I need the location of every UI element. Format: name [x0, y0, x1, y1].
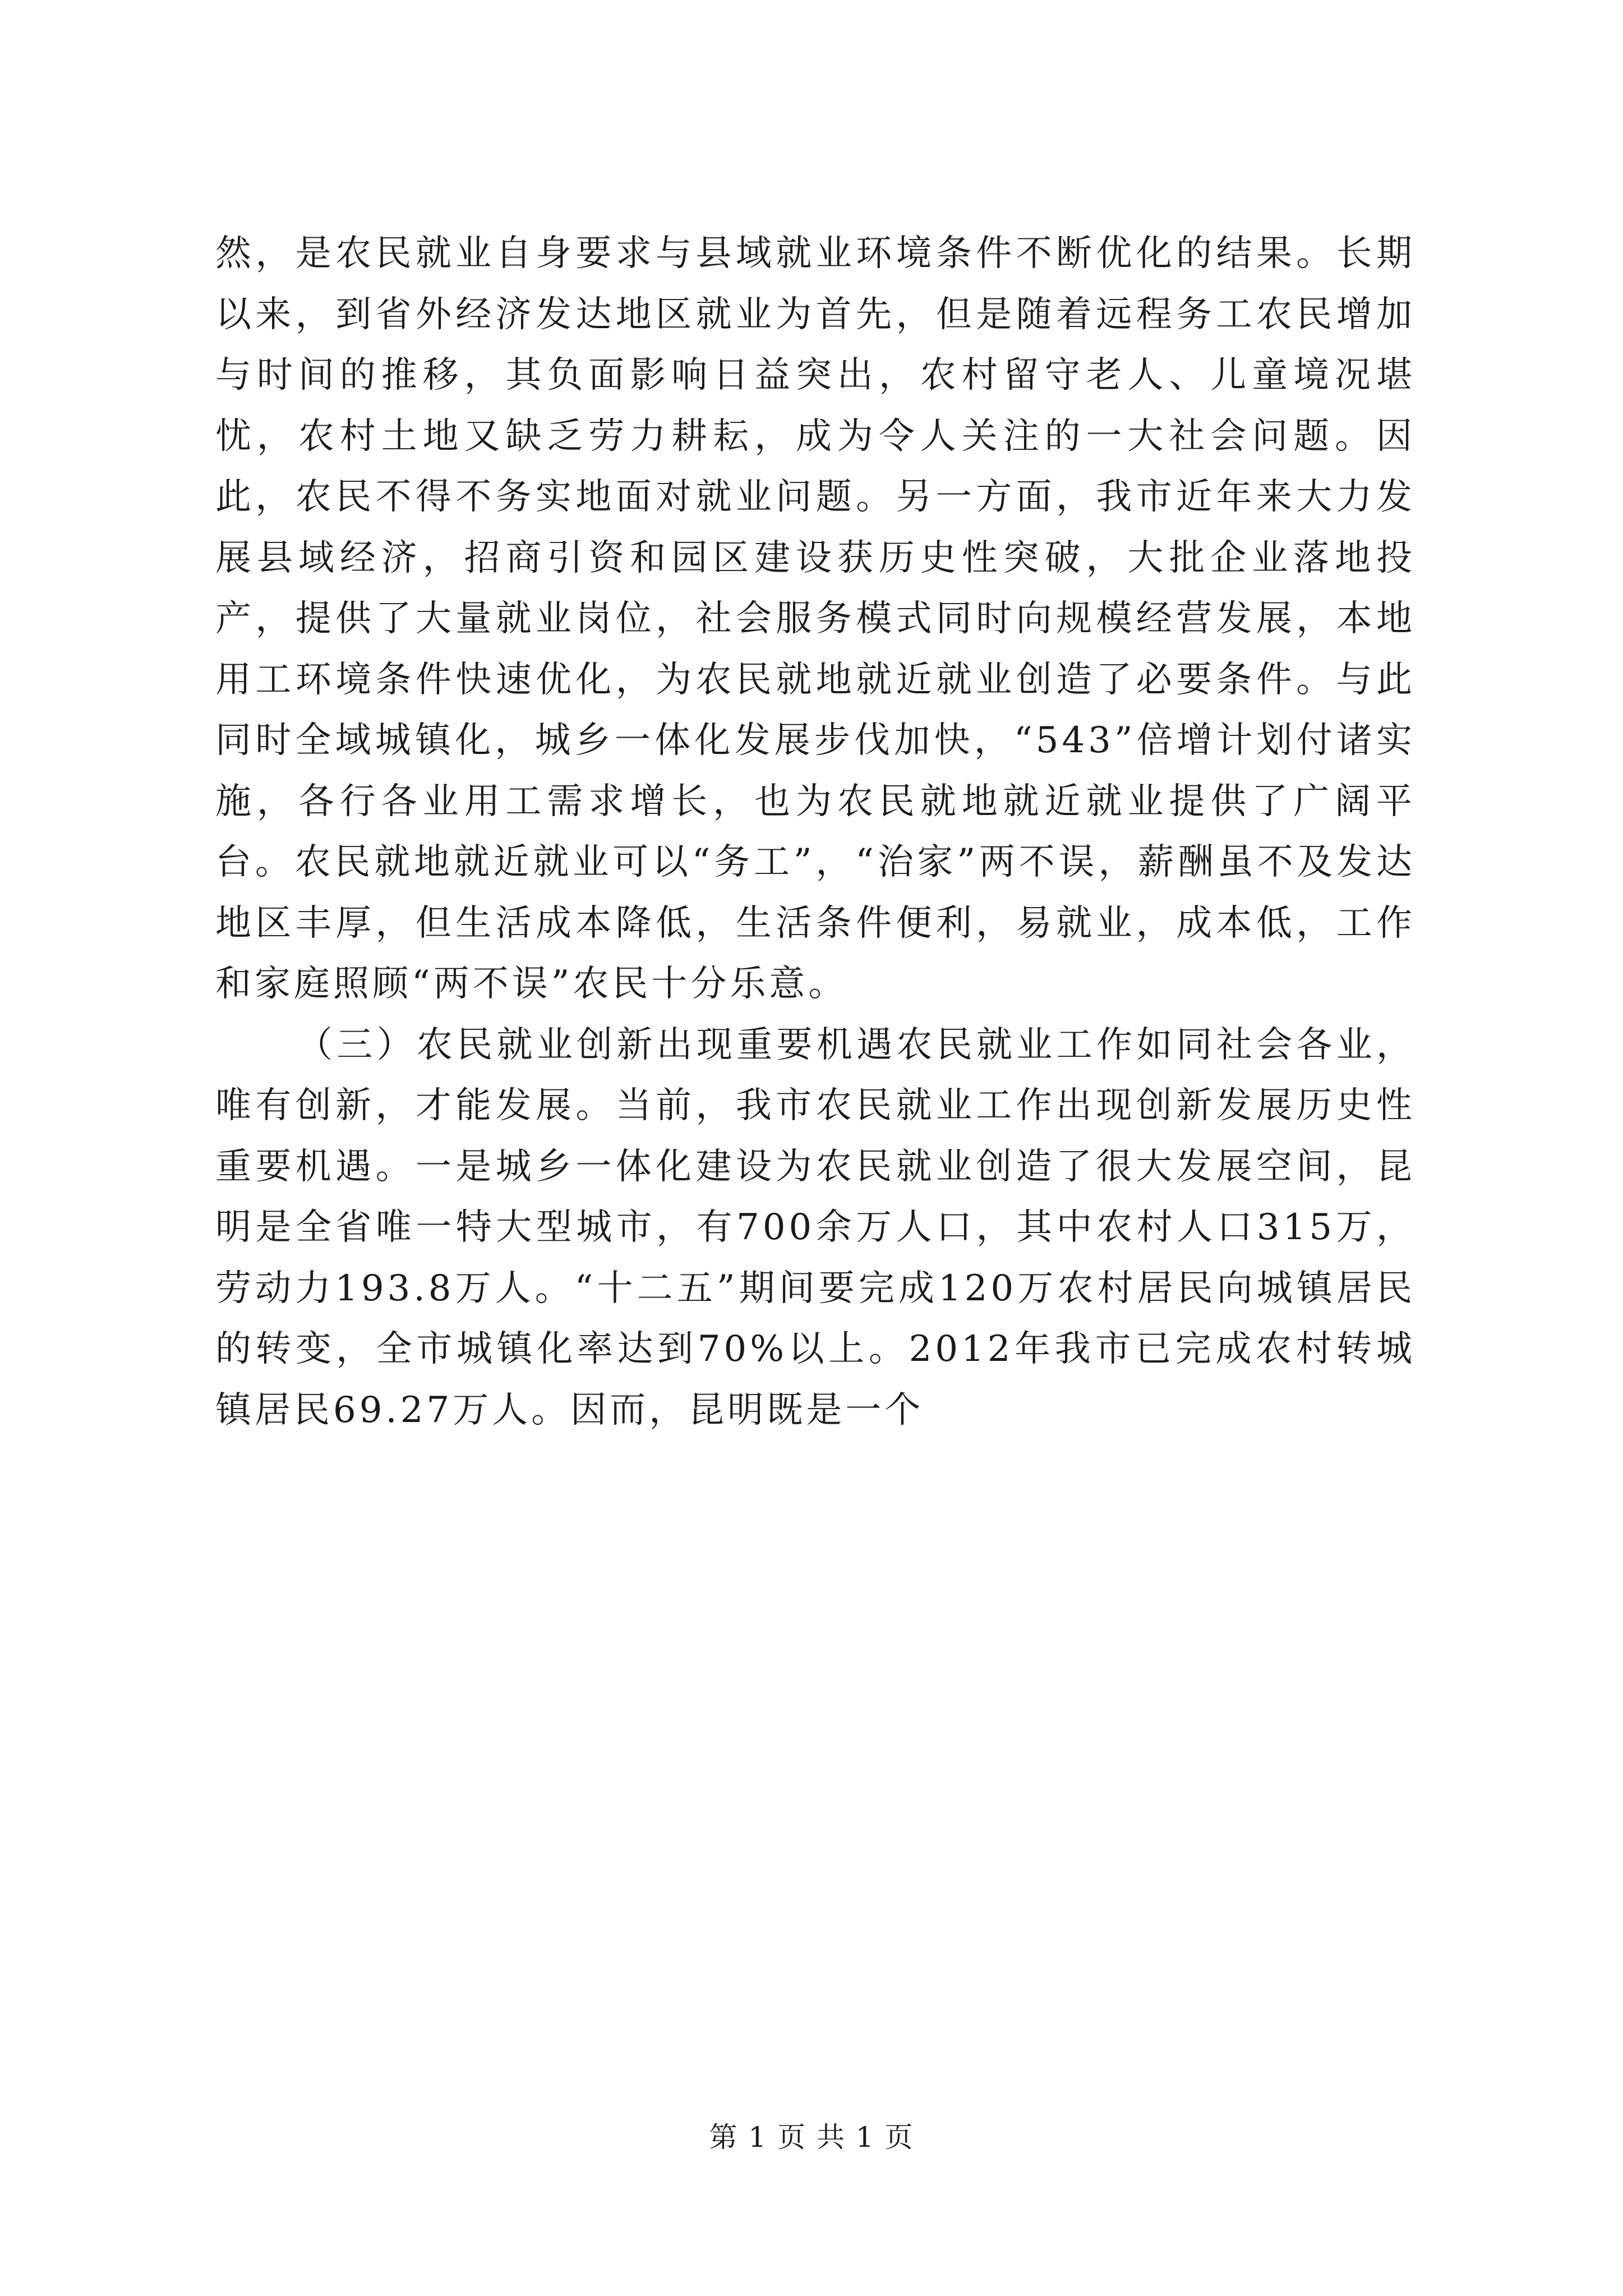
document-body	[215, 223, 1415, 1441]
paragraph-1: 然，是农民就业自身要求与县域就业环境条件不断优化的结果。长期以来，到省外经济发达地区就业为首先，但是随着远程务工农民增加与时间的推移，其负面影响日益突出，农村留守老人、儿童境况堪忧，农村土地又缺乏劳力耕耘，成为令人关注的一大社会问题。因此，农民不得不务实地面对就业问题。另一方面，我市近年来大力发展县域经济，招商引资和园区建设获历史性突破，大批企业落地投产，提供了大量就业岗位，社会服务模式同时向规模经营发展，本地用工环境条件快速优化，为农民就地就近就业创造了必要条件。与此同时全域城镇化，城乡一体化发展步伐加快，“543”倍增计划付诸实施，各行各业用工需求增长，也为农民就地就近就业提供了广阔平台。农民就地就近就业可以“务工”，“治家”两不误，薪酬虽不及发达地区丰厚，但生活成本降低，生活条件便利，易就业，成本低，工作和家庭照顾“两不误”农民十分乐意。	[215, 233, 1415, 1005]
page-footer: 第 1 页 共 1 页	[709, 2121, 914, 2154]
paragraph-2: （三）农民就业创新出现重要机遇农民就业工作如同社会各业，唯有创新，才能发展。当前，我市农民就业工作出现创新发展历史性重要机遇。一是城乡一体化建设为农民就业创造了很大发展空间，昆明是全省唯一特大型城市，有700余万人口，其中农村人口315万，劳动力193.8万人。“十二五”期间要完成120万农村居民向城镇居民的转变，全市城镇化率达到70%以上。2012年我市已完成农村转城镇居民69.27万人。因而，昆明既是一个	[215, 1024, 1415, 1431]
